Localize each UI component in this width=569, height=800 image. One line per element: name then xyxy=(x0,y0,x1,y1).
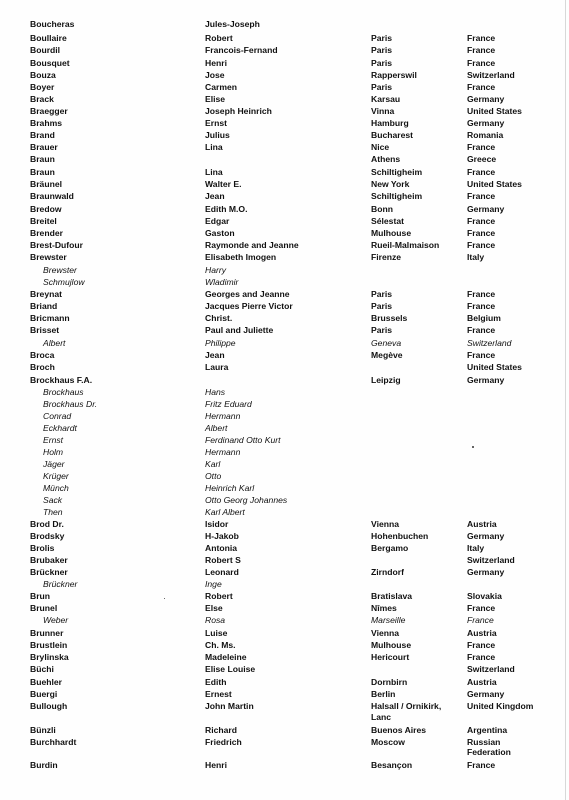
surname-cell: Büchi xyxy=(30,664,54,674)
table-row xyxy=(0,458,569,470)
city-cell: Halsall / Ornikirk, xyxy=(371,701,442,711)
country-cell: France xyxy=(467,325,496,335)
table-row xyxy=(0,759,569,771)
city-cell: Bucharest xyxy=(371,130,414,140)
surname-cell: Braegger xyxy=(30,106,68,116)
table-row xyxy=(0,215,569,227)
surname-cell: Brunel xyxy=(30,603,58,613)
firstname-cell: Gaston xyxy=(205,228,235,238)
city-cell: Rueil-Malmaison xyxy=(371,240,440,250)
table-row xyxy=(0,688,569,700)
surname-cell: Breitel xyxy=(30,216,57,226)
firstname-cell: Elisabeth Imogen xyxy=(205,252,277,262)
city-cell: Bergamo xyxy=(371,543,409,553)
country-cell: Greece xyxy=(467,154,497,164)
surname-cell: Eckhardt xyxy=(43,423,77,433)
table-row xyxy=(0,117,569,129)
firstname-cell: Robert xyxy=(205,591,233,601)
firstname-cell: Georges and Jeanne xyxy=(205,289,290,299)
surname-cell: Ernst xyxy=(43,435,64,445)
city-cell: Nice xyxy=(371,142,390,152)
table-row xyxy=(0,542,569,554)
table-row xyxy=(0,446,569,458)
firstname-cell: Christ. xyxy=(205,313,233,323)
table-row xyxy=(0,518,569,530)
firstname-cell: Otto Georg Johannes xyxy=(205,495,288,505)
surname-cell: Buehler xyxy=(30,677,62,687)
table-row xyxy=(0,494,569,506)
surname-cell: Braun xyxy=(30,167,55,177)
table-row xyxy=(0,203,569,215)
city-cell: Mulhouse xyxy=(371,228,412,238)
country-cell: Switzerland xyxy=(467,664,515,674)
surname-cell: Bouza xyxy=(30,70,56,80)
city-cell: Lanc xyxy=(371,712,392,722)
surname-cell: Boyer xyxy=(30,82,55,92)
country-cell: France xyxy=(467,142,496,152)
country-cell: Slovakia xyxy=(467,591,502,601)
surname-cell: Weber xyxy=(43,615,69,625)
table-row xyxy=(0,44,569,56)
table-row xyxy=(0,81,569,93)
surname-cell: Braun xyxy=(30,154,55,164)
country-cell: France xyxy=(467,289,496,299)
firstname-cell: Hermann xyxy=(205,411,241,421)
firstname-cell: Hermann xyxy=(205,447,241,457)
table-row xyxy=(0,166,569,178)
surname-cell: Bredow xyxy=(30,204,62,214)
table-row xyxy=(0,153,569,165)
surname-cell: Braunwald xyxy=(30,191,74,201)
country-cell: Federation xyxy=(467,747,511,757)
firstname-cell: Ernst xyxy=(205,118,227,128)
country-cell: Germany xyxy=(467,94,505,104)
firstname-cell: Richard xyxy=(205,725,237,735)
table-row xyxy=(0,639,569,651)
table-row xyxy=(0,663,569,675)
country-cell: Germany xyxy=(467,118,505,128)
table-row xyxy=(0,337,569,349)
table-row xyxy=(0,129,569,141)
country-cell: France xyxy=(467,82,496,92)
country-cell: Germany xyxy=(467,689,505,699)
surname-cell: Münch xyxy=(43,483,69,493)
country-cell: France xyxy=(467,216,496,226)
country-cell: France xyxy=(467,167,496,177)
firstname-cell: H-Jakob xyxy=(205,531,239,541)
surname-cell: Holm xyxy=(43,447,64,457)
table-row xyxy=(0,349,569,361)
surname-cell: Conrad xyxy=(43,411,72,421)
firstname-cell: Julius xyxy=(205,130,230,140)
country-cell: Germany xyxy=(467,531,505,541)
surname-cell: Krüger xyxy=(43,471,69,481)
country-cell: Austria xyxy=(467,677,497,687)
surname-cell: Buergi xyxy=(30,689,58,699)
city-cell: Bratislava xyxy=(371,591,413,601)
surname-cell: Brückner xyxy=(30,567,68,577)
surname-cell: Brand xyxy=(30,130,55,140)
surname-cell: Brewster xyxy=(43,265,77,275)
table-row xyxy=(0,614,569,626)
firstname-cell: Robert xyxy=(205,33,233,43)
country-cell: United Kingdom xyxy=(467,701,534,711)
surname-cell: Bräunel xyxy=(30,179,62,189)
table-row xyxy=(0,530,569,542)
table-row xyxy=(0,324,569,336)
surname-cell: Breynat xyxy=(30,289,62,299)
table-row xyxy=(0,482,569,494)
firstname-cell: Heinrich Karl xyxy=(205,483,255,493)
country-cell: Belgium xyxy=(467,313,501,323)
surname-cell: Bourdil xyxy=(30,45,61,55)
surname-cell: Brylinska xyxy=(30,652,69,662)
table-row xyxy=(0,18,569,30)
city-cell: Geneva xyxy=(371,338,402,348)
surname-cell: Briand xyxy=(30,301,58,311)
country-cell: France xyxy=(467,228,496,238)
surname-cell: Brolis xyxy=(30,543,55,553)
table-row xyxy=(0,422,569,434)
firstname-cell: Laura xyxy=(205,362,229,372)
city-cell: Paris xyxy=(371,301,393,311)
city-cell: Athens xyxy=(371,154,401,164)
surname-cell: Brockhaus xyxy=(43,387,84,397)
country-cell: Austria xyxy=(467,628,497,638)
firstname-cell: Raymonde and Jeanne xyxy=(205,240,299,250)
surname-cell: Brahms xyxy=(30,118,62,128)
firstname-cell: Joseph Heinrich xyxy=(205,106,272,116)
surname-cell: Brewster xyxy=(30,252,67,262)
surname-cell: Brauer xyxy=(30,142,58,152)
table-row xyxy=(0,69,569,81)
table-row xyxy=(0,361,569,373)
country-cell: Italy xyxy=(467,252,485,262)
table-row xyxy=(0,93,569,105)
firstname-cell: Ferdinand Otto Kurt xyxy=(205,435,281,445)
city-cell: Nîmes xyxy=(371,603,397,613)
country-cell: France xyxy=(467,191,496,201)
city-cell: New York xyxy=(371,179,410,189)
country-cell: France xyxy=(467,652,496,662)
city-cell: Hericourt xyxy=(371,652,410,662)
city-cell: Hamburg xyxy=(371,118,409,128)
surname-cell: Brunner xyxy=(30,628,64,638)
city-cell: Vinna xyxy=(371,106,395,116)
country-cell: Austria xyxy=(467,519,497,529)
firstname-cell: Philippe xyxy=(205,338,236,348)
city-cell: Dornbirn xyxy=(371,677,408,687)
city-cell: Vienna xyxy=(371,628,400,638)
firstname-cell: Elise xyxy=(205,94,226,104)
surname-cell: Bousquet xyxy=(30,58,70,68)
city-cell: Mulhouse xyxy=(371,640,412,650)
firstname-cell: Henri xyxy=(205,58,227,68)
country-cell: France xyxy=(467,58,496,68)
table-row xyxy=(0,676,569,688)
firstname-cell: Harry xyxy=(205,265,227,275)
table-row xyxy=(0,386,569,398)
city-cell: Paris xyxy=(371,289,393,299)
table-row xyxy=(0,651,569,663)
firstname-cell: Wladimir xyxy=(205,277,239,287)
surname-cell: Boullaire xyxy=(30,33,67,43)
city-cell: Vienna xyxy=(371,519,400,529)
firstname-cell: Elise Louise xyxy=(205,664,256,674)
firstname-cell: Madeleine xyxy=(205,652,247,662)
country-cell: France xyxy=(467,603,496,613)
firstname-cell: Edgar xyxy=(205,216,230,226)
city-cell: Karsau xyxy=(371,94,401,104)
firstname-cell: Jean xyxy=(205,191,225,201)
surname-cell: Brack xyxy=(30,94,54,104)
surname-cell: Albert xyxy=(43,338,66,348)
country-cell: United States xyxy=(467,362,522,372)
firstname-cell: Jules-Joseph xyxy=(205,19,260,29)
city-cell: Sélestat xyxy=(371,216,404,226)
table-row xyxy=(0,724,569,736)
table-row xyxy=(0,141,569,153)
country-cell: France xyxy=(467,240,496,250)
city-cell: Paris xyxy=(371,33,393,43)
city-cell: Rapperswil xyxy=(371,70,417,80)
firstname-cell: John Martin xyxy=(205,701,254,711)
firstname-cell: Inge xyxy=(205,579,222,589)
firstname-cell: Ernest xyxy=(205,689,232,699)
firstname-cell: Jacques Pierre Victor xyxy=(205,301,293,311)
city-cell: Schiltigheim xyxy=(371,167,423,177)
city-cell: Leipzig xyxy=(371,375,401,385)
firstname-cell: Walter E. xyxy=(205,179,242,189)
firstname-cell: Edith M.O. xyxy=(205,204,248,214)
country-cell: France xyxy=(467,350,496,360)
table-row xyxy=(0,32,569,44)
country-cell: Romania xyxy=(467,130,504,140)
surname-cell: Sack xyxy=(43,495,63,505)
city-cell: Moscow xyxy=(371,737,405,747)
surname-cell: Bullough xyxy=(30,701,68,711)
table-row xyxy=(0,312,569,324)
city-cell: Paris xyxy=(371,82,393,92)
firstname-cell: Carmen xyxy=(205,82,237,92)
surname-cell: Bricmann xyxy=(30,313,70,323)
table-row xyxy=(0,554,569,566)
firstname-cell: Paul and Juliette xyxy=(205,325,274,335)
table-row xyxy=(0,602,569,614)
firstname-cell: Ch. Ms. xyxy=(205,640,236,650)
city-cell: Paris xyxy=(371,58,393,68)
country-cell: Switzerland xyxy=(467,555,515,565)
surname-cell: Bünzli xyxy=(30,725,56,735)
surname-cell: Brockhaus Dr. xyxy=(43,399,98,409)
surname-cell: Brodsky xyxy=(30,531,65,541)
firstname-cell: Lina xyxy=(205,167,223,177)
table-row xyxy=(0,276,569,288)
surname-cell: Brod Dr. xyxy=(30,519,64,529)
table-row xyxy=(0,746,569,758)
table-row xyxy=(0,288,569,300)
country-cell: United States xyxy=(467,179,522,189)
table-row xyxy=(0,105,569,117)
surname-cell: Brückner xyxy=(43,579,78,589)
country-cell: Italy xyxy=(467,543,485,553)
country-cell: France xyxy=(467,33,496,43)
city-cell: Paris xyxy=(371,45,393,55)
country-cell: France xyxy=(467,45,496,55)
country-cell: Switzerland xyxy=(467,70,515,80)
table-row xyxy=(0,578,569,590)
city-cell: Schiltigheim xyxy=(371,191,423,201)
firstname-cell: Rosa xyxy=(205,615,226,625)
country-cell: France xyxy=(467,760,496,770)
table-row xyxy=(0,190,569,202)
table-row xyxy=(0,239,569,251)
table-row xyxy=(0,410,569,422)
city-cell: Bonn xyxy=(371,204,393,214)
table-row xyxy=(0,398,569,410)
surname-cell: Brubaker xyxy=(30,555,68,565)
table-row xyxy=(0,711,569,723)
table-row xyxy=(0,300,569,312)
country-cell: Germany xyxy=(467,204,505,214)
surname-cell: Brustlein xyxy=(30,640,68,650)
country-cell: Russian xyxy=(467,737,501,747)
table-row xyxy=(0,264,569,276)
city-cell: Megève xyxy=(371,350,403,360)
firstname-cell: Karl Albert xyxy=(205,507,245,517)
firstname-cell: Hans xyxy=(205,387,226,397)
table-row xyxy=(0,627,569,639)
country-cell: Argentina xyxy=(467,725,508,735)
surname-cell: Brest-Dufour xyxy=(30,240,83,250)
firstname-cell: Friedrich xyxy=(205,737,242,747)
country-cell: France xyxy=(467,640,496,650)
firstname-cell: Otto xyxy=(205,471,222,481)
surname-cell: Boucheras xyxy=(30,19,75,29)
country-cell: France xyxy=(467,301,496,311)
city-cell: Marseille xyxy=(371,615,406,625)
city-cell: Berlin xyxy=(371,689,396,699)
country-cell: Germany xyxy=(467,375,505,385)
surname-cell: Brender xyxy=(30,228,63,238)
surname-cell: Brisset xyxy=(30,325,60,335)
surname-cell: Brun xyxy=(30,591,51,601)
firstname-cell: Fritz Eduard xyxy=(205,399,252,409)
firstname-cell: Karl xyxy=(205,459,221,469)
city-cell: Brussels xyxy=(371,313,408,323)
table-row xyxy=(0,251,569,263)
table-row xyxy=(0,506,569,518)
firstname-cell: Lina xyxy=(205,142,223,152)
city-cell: Hohenbuchen xyxy=(371,531,429,541)
firstname-cell: Henri xyxy=(205,760,227,770)
table-row xyxy=(0,178,569,190)
firstname-cell: Isidor xyxy=(205,519,229,529)
firstname-cell: Francois-Fernand xyxy=(205,45,278,55)
country-cell: France xyxy=(467,615,494,625)
table-row xyxy=(0,434,569,446)
table-row xyxy=(0,590,569,602)
table-row xyxy=(0,374,569,386)
city-cell: Firenze xyxy=(371,252,402,262)
firstname-cell: Luise xyxy=(205,628,228,638)
country-cell: United States xyxy=(467,106,522,116)
firstname-cell: Antonia xyxy=(205,543,237,553)
surname-cell: Then xyxy=(43,507,63,517)
surname-cell: Jäger xyxy=(43,459,65,469)
city-cell: Zirndorf xyxy=(371,567,404,577)
table-row xyxy=(0,57,569,69)
firstname-cell: Edith xyxy=(205,677,227,687)
surname-cell: Broch xyxy=(30,362,55,372)
firstname-cell: Else xyxy=(205,603,223,613)
firstname-cell: Albert xyxy=(205,423,228,433)
city-cell: Besançon xyxy=(371,760,413,770)
surname-cell: Schmujlow xyxy=(43,277,85,287)
city-cell: Buenos Aires xyxy=(371,725,427,735)
table-row xyxy=(0,470,569,482)
surname-cell: Burdin xyxy=(30,760,58,770)
table-row xyxy=(0,566,569,578)
surname-cell: Burchhardt xyxy=(30,737,77,747)
surname-cell: Brockhaus F.A. xyxy=(30,375,93,385)
surname-cell: Broca xyxy=(30,350,55,360)
firstname-cell: Robert S xyxy=(205,555,241,565)
firstname-cell: Jean xyxy=(205,350,225,360)
country-cell: Switzerland xyxy=(467,338,512,348)
firstname-cell: Jose xyxy=(205,70,225,80)
firstname-cell: Leonard xyxy=(205,567,239,577)
city-cell: Paris xyxy=(371,325,393,335)
country-cell: Germany xyxy=(467,567,505,577)
table-row xyxy=(0,227,569,239)
